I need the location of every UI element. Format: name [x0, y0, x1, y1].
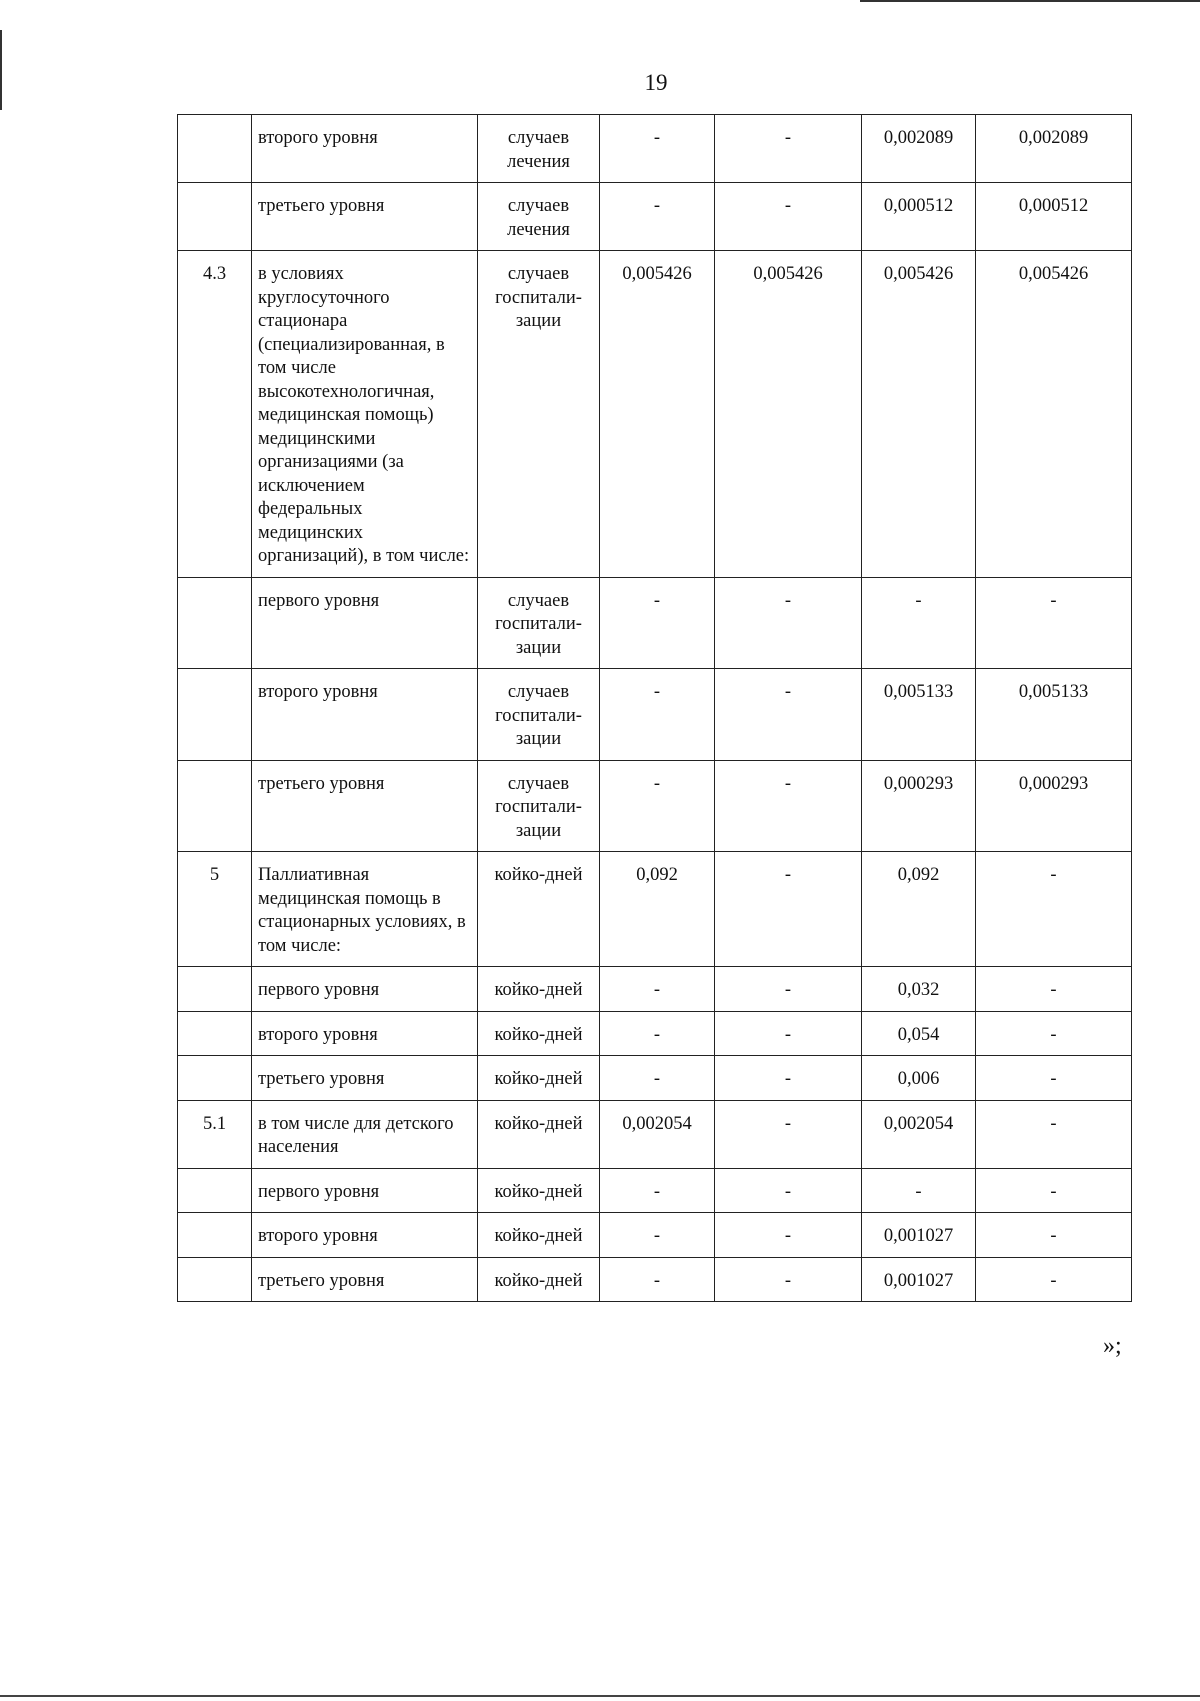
- row-value-4: 0,005426: [976, 251, 1132, 578]
- row-unit: случаев госпитали-зации: [478, 669, 600, 761]
- row-value-1: -: [600, 577, 715, 669]
- row-unit: случаев госпитали-зации: [478, 251, 600, 578]
- row-value-1: -: [600, 183, 715, 251]
- row-unit: койко-дней: [478, 852, 600, 967]
- row-value-3: 0,000293: [862, 760, 976, 852]
- row-value-3: 0,005426: [862, 251, 976, 578]
- row-value-3: 0,000512: [862, 183, 976, 251]
- row-number: [178, 669, 252, 761]
- row-value-4: 0,000293: [976, 760, 1132, 852]
- row-value-4: -: [976, 1257, 1132, 1302]
- row-value-3: 0,005133: [862, 669, 976, 761]
- row-name: второго уровня: [252, 1213, 478, 1258]
- scan-edge-line: [860, 0, 1200, 2]
- row-value-2: -: [715, 1100, 862, 1168]
- row-value-4: 0,000512: [976, 183, 1132, 251]
- row-value-3: -: [862, 577, 976, 669]
- table-row: [178, 1011, 1132, 1056]
- row-value-2: -: [715, 115, 862, 183]
- row-unit: случаев лечения: [478, 183, 600, 251]
- row-value-4: -: [976, 852, 1132, 967]
- row-value-4: -: [976, 1011, 1132, 1056]
- row-value-4: -: [976, 1100, 1132, 1168]
- row-value-4: -: [976, 1056, 1132, 1101]
- row-value-2: -: [715, 1213, 862, 1258]
- row-number: [178, 115, 252, 183]
- row-value-2: -: [715, 577, 862, 669]
- row-value-1: -: [600, 760, 715, 852]
- row-value-1: -: [600, 669, 715, 761]
- row-value-1: -: [600, 1168, 715, 1213]
- row-value-2: -: [715, 183, 862, 251]
- closing-quote-mark: »;: [1103, 1333, 1122, 1359]
- row-number: [178, 183, 252, 251]
- row-name: первого уровня: [252, 967, 478, 1012]
- row-unit: случаев госпитали-зации: [478, 760, 600, 852]
- table-row: [178, 1100, 1132, 1168]
- row-name: третьего уровня: [252, 183, 478, 251]
- row-value-3: 0,092: [862, 852, 976, 967]
- row-number: [178, 1257, 252, 1302]
- row-name: в том числе для детского населения: [252, 1100, 478, 1168]
- row-value-1: -: [600, 115, 715, 183]
- row-value-4: -: [976, 1168, 1132, 1213]
- row-value-1: 0,005426: [600, 251, 715, 578]
- table-row: [178, 669, 1132, 761]
- row-value-1: -: [600, 967, 715, 1012]
- row-value-2: -: [715, 852, 862, 967]
- row-name: первого уровня: [252, 1168, 478, 1213]
- table-row: [178, 760, 1132, 852]
- row-unit: койко-дней: [478, 1100, 600, 1168]
- row-number: [178, 577, 252, 669]
- row-number: 4.3: [178, 251, 252, 578]
- indicators-table: [177, 114, 1132, 1302]
- row-number: 5.1: [178, 1100, 252, 1168]
- row-value-3: 0,054: [862, 1011, 976, 1056]
- row-name: Паллиативная медицинская помощь в стационарных условиях, в том числе:: [252, 852, 478, 967]
- row-number: [178, 1056, 252, 1101]
- row-unit: койко-дней: [478, 967, 600, 1012]
- row-name: второго уровня: [252, 669, 478, 761]
- row-value-1: -: [600, 1056, 715, 1101]
- row-value-1: -: [600, 1257, 715, 1302]
- table-row: [178, 1056, 1132, 1101]
- row-unit: койко-дней: [478, 1257, 600, 1302]
- row-name: третьего уровня: [252, 1056, 478, 1101]
- row-number: [178, 967, 252, 1012]
- row-value-3: 0,002089: [862, 115, 976, 183]
- table-row: [178, 1213, 1132, 1258]
- row-value-4: 0,005133: [976, 669, 1132, 761]
- row-unit: койко-дней: [478, 1168, 600, 1213]
- table-row: [178, 967, 1132, 1012]
- row-unit: койко-дней: [478, 1011, 600, 1056]
- table-row: [178, 852, 1132, 967]
- row-unit: случаев лечения: [478, 115, 600, 183]
- row-name: второго уровня: [252, 1011, 478, 1056]
- table-body: [178, 115, 1132, 1302]
- row-unit: койко-дней: [478, 1213, 600, 1258]
- row-unit: случаев госпитали-зации: [478, 577, 600, 669]
- row-value-1: -: [600, 1213, 715, 1258]
- row-value-4: -: [976, 577, 1132, 669]
- row-value-2: -: [715, 760, 862, 852]
- row-value-3: 0,002054: [862, 1100, 976, 1168]
- row-value-3: 0,001027: [862, 1213, 976, 1258]
- row-value-2: -: [715, 669, 862, 761]
- row-value-2: -: [715, 1056, 862, 1101]
- row-number: [178, 760, 252, 852]
- scan-edge-line: [0, 1695, 1200, 1697]
- table-row: [178, 577, 1132, 669]
- row-name: второго уровня: [252, 115, 478, 183]
- row-value-2: -: [715, 1011, 862, 1056]
- row-name: третьего уровня: [252, 760, 478, 852]
- row-value-4: -: [976, 967, 1132, 1012]
- row-value-1: -: [600, 1011, 715, 1056]
- row-number: [178, 1168, 252, 1213]
- row-number: [178, 1213, 252, 1258]
- table-row: [178, 115, 1132, 183]
- row-value-1: 0,002054: [600, 1100, 715, 1168]
- row-value-3: 0,006: [862, 1056, 976, 1101]
- row-value-3: 0,032: [862, 967, 976, 1012]
- page-number: 19: [644, 70, 668, 95]
- row-value-4: 0,002089: [976, 115, 1132, 183]
- table-row: [178, 183, 1132, 251]
- table-row: [178, 1257, 1132, 1302]
- row-number: 5: [178, 852, 252, 967]
- row-number: [178, 1011, 252, 1056]
- row-value-2: 0,005426: [715, 251, 862, 578]
- row-value-2: -: [715, 1168, 862, 1213]
- row-value-4: -: [976, 1213, 1132, 1258]
- row-value-1: 0,092: [600, 852, 715, 967]
- row-name: третьего уровня: [252, 1257, 478, 1302]
- row-unit: койко-дней: [478, 1056, 600, 1101]
- row-value-3: 0,001027: [862, 1257, 976, 1302]
- table-row: [178, 251, 1132, 578]
- row-value-3: -: [862, 1168, 976, 1213]
- row-value-2: -: [715, 1257, 862, 1302]
- row-value-2: -: [715, 967, 862, 1012]
- table-row: [178, 1168, 1132, 1213]
- row-name: первого уровня: [252, 577, 478, 669]
- row-name: в условиях круглосуточного стационара (специализированная, в том числе высокотехнологичная, медицинская помощь) медицинскими организациями (за исключением федеральных медицинских организаций), в том числе:: [252, 251, 478, 578]
